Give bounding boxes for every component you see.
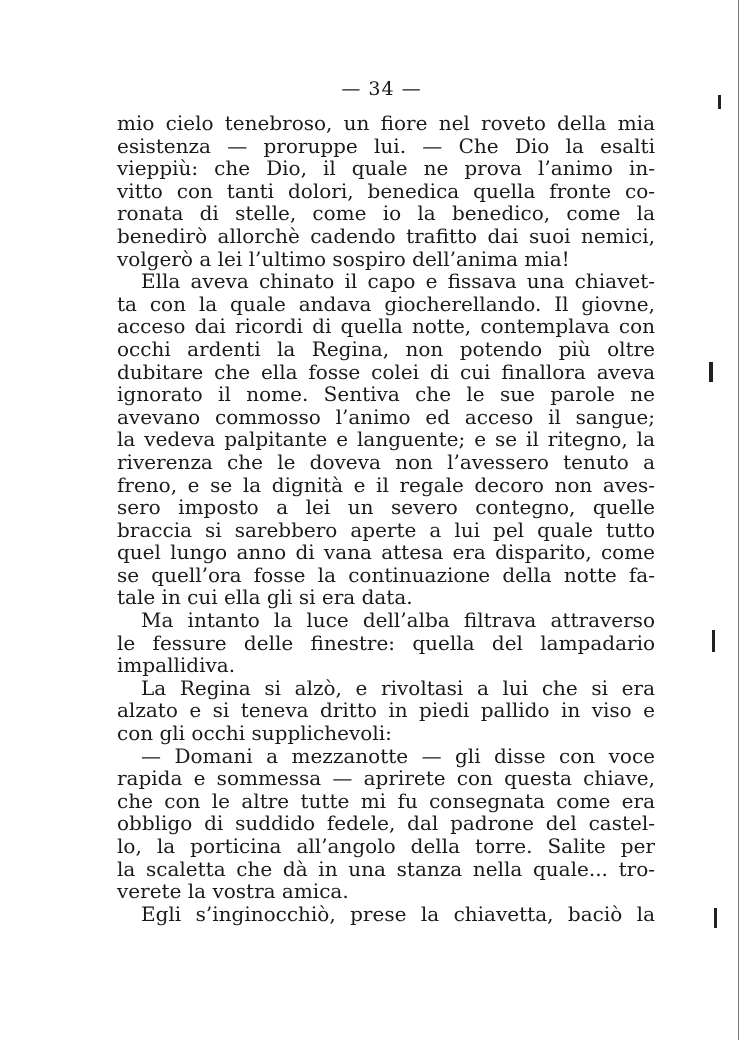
text-line: vieppiù: che Dio, il quale ne prova l’animo in- (117, 156, 655, 181)
text-line: che con le altre tutte mi fu consegnata come era (117, 788, 655, 813)
text-line: obbligo di suddido fedele, dal padrone del castel- (117, 811, 655, 836)
text-line: Egli s’inginocchiò, prese la chiavetta, baciò la (141, 901, 655, 926)
text-line: sero imposto a lei un severo contegno, quelle (117, 495, 655, 520)
text-line: Ma intanto la luce dell’alba filtrava attraverso (141, 608, 655, 633)
text-line: braccia si sarebbero aperte a lui pel quale tutto (117, 517, 655, 542)
scan-mark (712, 630, 715, 652)
text-line: volgerò a lei l’ultimo sospiro dell’anima mia! (117, 246, 570, 271)
scan-edge-line (738, 0, 739, 1040)
body-text (117, 112, 655, 925)
text-line: impallidiva. (117, 653, 236, 678)
text-line: lo, la porticina all’angolo della torre. Salite per (117, 834, 655, 858)
text-line: verete la vostra amica. (117, 879, 349, 904)
text-line: rapida e sommessa — aprirete con questa chiave, (117, 766, 655, 791)
text-line: Ella aveva chinato il capo e fissava una chiavet- (141, 269, 655, 294)
text-line: freno, e se la dignità e il regale decoro non aves- (117, 472, 655, 497)
text-line: ignorato il nome. Sentiva che le sue parole ne (117, 382, 655, 407)
text-line: ta con la quale andava giocherellando. Il giovne, (117, 291, 655, 316)
text-line: mio cielo tenebroso, un fiore nel roveto della mia (117, 111, 655, 135)
text-line: La Regina si alzò, e rivoltasi a lui che si era (141, 675, 655, 700)
text-line: — Domani a mezzanotte — gli disse con voce (141, 743, 655, 768)
text-line: alzato e si teneva dritto in piedi pallido in viso e (117, 698, 655, 723)
scan-mark (718, 95, 721, 109)
text-line: ronata di stelle, come io la benedico, come la (117, 201, 655, 226)
text-line: esistenza — proruppe lui. — Che Dio la esalti (117, 133, 655, 158)
text-line: avevano commosso l’animo ed acceso il sangue; (117, 404, 655, 429)
text-line: riverenza che le doveva non l’avessero tenuto a (117, 449, 655, 474)
scan-mark (714, 908, 717, 928)
text-line: con gli occhi supplichevoli: (117, 721, 392, 746)
page-number: — 34 — (341, 78, 422, 100)
text-line: vitto con tanti dolori, benedica quella fronte co- (117, 178, 655, 203)
scan-mark (709, 362, 713, 382)
text-line: occhi ardenti la Regina, non potendo più oltre (117, 336, 655, 361)
text-line: le fessure delle finestre: quella del lampadario (117, 630, 655, 655)
text-line: quel lungo anno di vana attesa era disparito, come (117, 540, 655, 565)
text-line: tale in cui ella gli si era data. (117, 585, 413, 610)
text-line: dubitare che ella fosse colei di cui finallora aveva (117, 359, 655, 384)
text-line: se quell’ora fosse la continuazione della notte fa- (117, 562, 655, 587)
text-line: la vedeva palpitante e languente; e se il ritegno, la (117, 427, 655, 452)
text-line: la scaletta che dà in una stanza nella quale... tro- (117, 856, 655, 881)
text-line: acceso dai ricordi di quella notte, contemplava con (117, 314, 655, 339)
text-line: benedirò allorchè cadendo trafitto dai suoi nemici, (117, 223, 655, 248)
